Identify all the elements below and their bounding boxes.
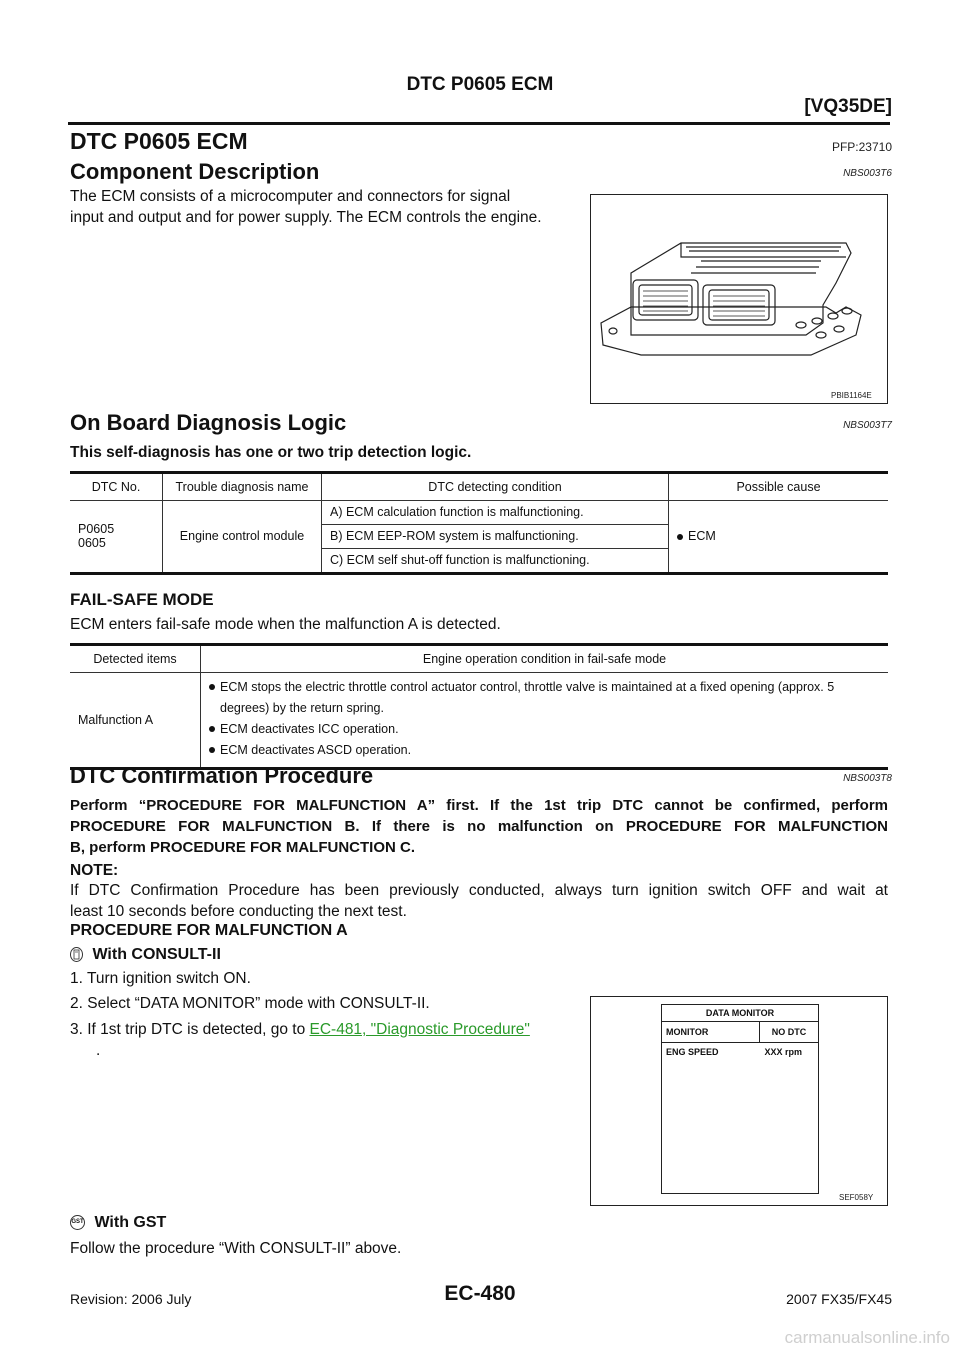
ecm-figure [590,194,888,404]
footer-revision: Revision: 2006 July [70,1291,192,1307]
step-3 [70,1019,582,1061]
data-monitor-figure [590,996,888,1206]
step-1: 1. Turn ignition switch ON. [70,970,251,987]
consult-label: With CONSULT-II [92,946,221,963]
fail-safe-condition [209,677,880,698]
fail-safe-conditions [201,672,889,767]
step-3-text: 3. If 1st trip DTC is detected, go to [70,1021,310,1038]
confirmation-heading: DTC Confirmation Procedure [70,763,374,788]
dtc-condition: C) ECM self shut-off function is malfunctioning. [322,548,669,572]
fail-safe-condition-text: ECM stops the electric throttle control actuator control, throttle valve is maintained at a fixed opening (approx. 5 [220,679,835,694]
gst-icon: GST [70,1215,85,1230]
consult-label-row [70,946,221,964]
bullet-icon [209,726,215,732]
dtc-col-header: Trouble diagnosis name [163,474,322,500]
fail-safe-item: Malfunction A [70,672,201,767]
data-monitor-title: DATA MONITOR [662,1005,818,1022]
pfp-code: PFP:23710 [831,140,892,154]
component-description-text [70,186,582,228]
fail-safe-heading: FAIL-SAFE MODE [70,590,214,609]
note-line: If DTC Confirmation Procedure has been previously conducted, always turn ignition switch OFF and wait at [70,882,888,899]
step-2: 2. Select “DATA MONITOR” mode with CONSULT-II. [70,995,430,1012]
data-monitor-col1: MONITOR [662,1022,760,1042]
component-description-code: NBS003T6 [843,168,892,179]
gst-label: With GST [94,1214,167,1231]
fail-safe-col-header: Engine operation condition in fail-safe mode [422,651,667,666]
confirmation-code: NBS003T8 [843,773,892,784]
note-text [70,880,888,922]
data-monitor-header [662,1022,818,1043]
component-description-line2: input and output and for power supply. The ECM controls the engine. [70,209,542,226]
perform-line: Perform “PROCEDURE FOR MALFUNCTION A” first. If the 1st trip DTC cannot be confirmed, perform [70,797,888,814]
running-header-model: [VQ35DE] [804,96,892,117]
page-number: EC-480 [444,1282,516,1305]
data-monitor-row-value: XXX rpm [764,1047,802,1057]
procedure-a-heading: PROCEDURE FOR MALFUNCTION A [70,922,348,939]
watermark: carmanualsonline.info [784,1328,950,1347]
data-monitor-col2: NO DTC [771,1027,807,1037]
dtc-cause: ECM [688,529,716,544]
fail-safe-col-header: Detected items [70,646,201,672]
diagnostic-procedure-link[interactable]: EC-481, "Diagnostic Procedure" [309,1021,530,1038]
dtc-col-header: DTC detecting condition [322,474,669,500]
dtc-col-header: DTC No. [70,474,163,500]
perform-line: PROCEDURE FOR MALFUNCTION B. If there is no malfunction on PROCEDURE FOR MALFUNCTION [70,818,888,835]
dtc-condition: B) ECM EEP-ROM system is malfunctioning. [322,524,669,548]
step-3-period: . [96,1042,101,1059]
obd-logic-code: NBS003T7 [843,420,892,431]
fail-safe-table [70,643,888,770]
note-line: least 10 seconds before conducting the next test. [70,903,407,920]
obd-logic-intro: This self-diagnosis has one or two trip detection logic. [70,444,472,461]
bullet-icon [677,534,683,540]
data-monitor-row-name: ENG SPEED [666,1047,719,1057]
ecm-illustration [591,195,886,402]
confirmation-perform [70,795,888,858]
component-description-line1: The ECM consists of a microcomputer and connectors for signal [70,188,511,205]
note-label: NOTE: [70,862,119,879]
bullet-icon [209,684,215,690]
data-monitor-screen [661,1004,819,1194]
fail-safe-condition [209,719,880,740]
obd-logic-heading: On Board Diagnosis Logic [70,410,347,435]
perform-line: B, perform PROCEDURE FOR MALFUNCTION C. [70,839,415,856]
fail-safe-condition-text: ECM deactivates ICC operation. [220,721,399,736]
footer-model: 2007 FX35/FX45 [786,1291,892,1307]
dtc-name-cell: Engine control module [163,500,322,572]
consult-icon [70,947,83,962]
dtc-number-cell [70,500,163,572]
header-rule [68,122,890,125]
gst-label-row [70,1214,166,1232]
section-title: DTC P0605 ECM [70,128,248,154]
fail-safe-text: ECM enters fail-safe mode when the malfunction A is detected. [70,616,501,633]
gst-text: Follow the procedure “With CONSULT-II” above. [70,1240,402,1257]
dtc-number-alt: 0605 [78,536,106,551]
fail-safe-condition-cont: degrees) by the return spring. [220,700,384,715]
fail-safe-condition [209,740,880,761]
component-description-heading: Component Description [70,159,320,184]
dtc-table [70,471,888,575]
dtc-number: P0605 [78,522,115,537]
dtc-condition: A) ECM calculation function is malfunctioning. [322,500,669,524]
data-monitor-row [662,1043,818,1057]
ecm-figure-caption: PBIB1164E [831,391,872,400]
dtc-cause-cell [669,500,889,572]
dtc-col-header: Possible cause [736,479,821,494]
consult-icon-glyph [71,948,82,961]
data-monitor-caption: SEF058Y [839,1193,874,1202]
bullet-icon [209,747,215,753]
fail-safe-condition-text: ECM deactivates ASCD operation. [220,742,412,757]
running-header-title: DTC P0605 ECM [406,74,554,95]
